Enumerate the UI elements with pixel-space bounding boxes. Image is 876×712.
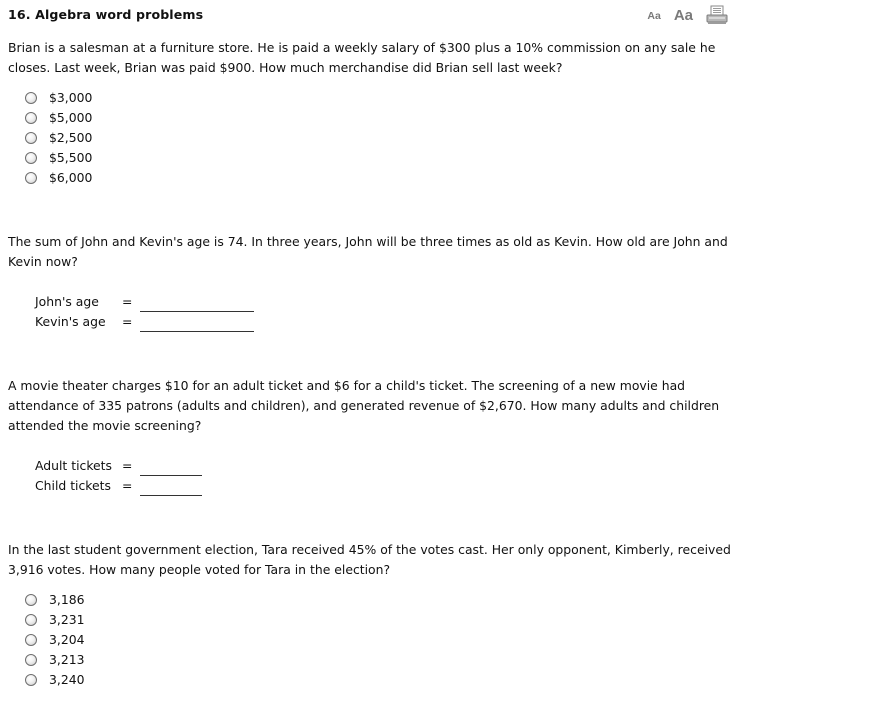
answer-row [35,456,733,476]
radio-button-icon[interactable] [25,634,37,646]
option-label: $5,000 [49,110,93,125]
option-label: $6,000 [49,170,93,185]
equals-sign: = [122,478,133,493]
option-radio[interactable] [25,670,733,690]
option-label: 3,240 [49,672,85,687]
radio-button-icon[interactable] [25,112,37,124]
answer-label: Child tickets [35,478,111,493]
answer-row [35,312,733,332]
answer-fields [35,292,733,332]
adult-tickets-input[interactable] [140,460,202,476]
option-radio[interactable] [25,128,733,148]
option-radio[interactable] [25,168,733,188]
answer-row [35,292,733,312]
question-1 [8,38,733,188]
radio-button-icon[interactable] [25,172,37,184]
answer-options [25,590,733,690]
radio-button-icon[interactable] [25,92,37,104]
question-3 [8,376,733,496]
option-label: $3,000 [49,90,93,105]
display-tools [647,3,728,25]
answer-row [35,476,733,496]
option-radio[interactable] [25,610,733,630]
option-radio[interactable] [25,148,733,168]
answer-options [25,88,733,188]
font-size-large-button[interactable]: Aa [673,7,693,24]
answer-label: Kevin's age [35,314,106,329]
option-label: 3,186 [49,592,85,607]
equals-sign: = [122,314,133,329]
equals-sign: = [122,458,133,473]
child-tickets-input[interactable] [140,480,202,496]
johns-age-input[interactable] [140,296,254,312]
option-label: 3,204 [49,632,85,647]
radio-button-icon[interactable] [25,152,37,164]
answer-fields [35,456,733,496]
option-radio[interactable] [25,650,733,670]
question-4 [8,540,733,690]
option-radio[interactable] [25,108,733,128]
question-header [8,6,728,26]
question-2 [8,232,733,332]
font-size-small-button[interactable]: Aa [647,10,661,22]
option-label: $2,500 [49,130,93,145]
radio-button-icon[interactable] [25,654,37,666]
equals-sign: = [122,294,133,309]
radio-button-icon[interactable] [25,614,37,626]
answer-label: John's age [35,294,99,309]
option-radio[interactable] [25,590,733,610]
printer-icon[interactable] [706,5,728,25]
option-label: 3,213 [49,652,85,667]
kevins-age-input[interactable] [140,316,254,332]
question-text: Brian is a salesman at a furniture store. He is paid a weekly salary of $300 plus a 10% commission on any sale he closes. Last week, Brian was paid $900. How much merchandise did Brian sell last week? [8,40,716,75]
option-radio[interactable] [25,630,733,650]
radio-button-icon[interactable] [25,594,37,606]
radio-button-icon[interactable] [25,132,37,144]
radio-button-icon[interactable] [25,674,37,686]
question-text: In the last student government election, Tara received 45% of the votes cast. Her only opponent, Kimberly, received 3,916 votes. How many people voted for Tara in the election? [8,542,731,577]
question-text: A movie theater charges $10 for an adult ticket and $6 for a child's ticket. The screening of a new movie had attendance of 335 patrons (adults and children), and generated revenue of $2,670. How many adults and children attended the movie screening? [8,378,720,433]
option-label: $5,500 [49,150,93,165]
answer-label: Adult tickets [35,458,112,473]
option-label: 3,231 [49,612,85,627]
page-title: 16. Algebra word problems [8,7,204,22]
option-radio[interactable] [25,88,733,108]
question-text: The sum of John and Kevin's age is 74. In three years, John will be three times as old as Kevin. How old are John and Kevin now? [8,234,728,269]
